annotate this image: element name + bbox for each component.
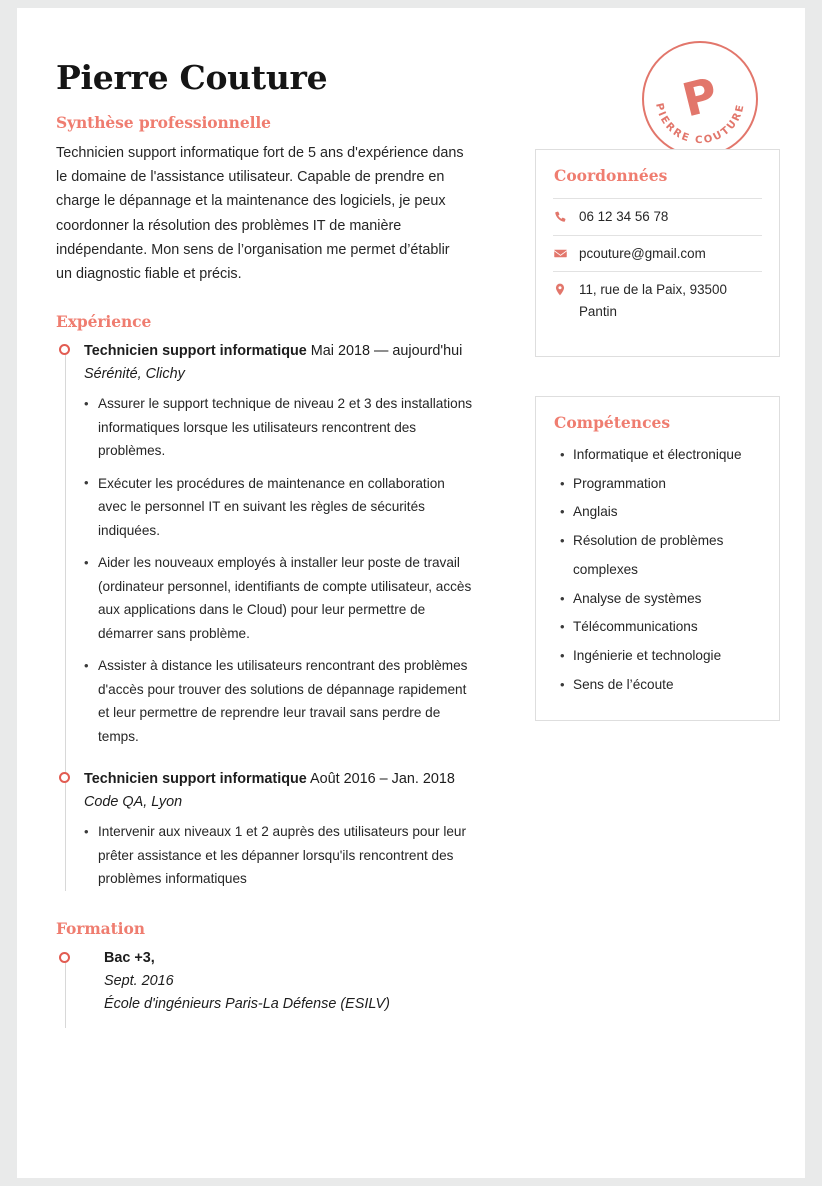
list-item: • Analyse de systèmes [560, 585, 763, 614]
experience-organization: Sérénité, Clichy [84, 366, 185, 383]
skills-card [535, 396, 780, 721]
summary-text: Technicien support informatique fort de 5 ans d'expérience dans le domaine de l'assistance utilisateur. Capable de prendre en charge le dépannage et la maintenance des logiciels, je peux coordonner la résolution des problèmes IT de manière indépendante. Mon sens de l’organisation me permet d’établir un diagnostic fiable et précis. [56, 145, 464, 283]
experience-organization: Code QA, Lyon [84, 794, 183, 811]
resume-sheet [17, 8, 805, 1178]
education-date: Sept. 2016 [104, 972, 174, 989]
list-item: • Résolution de problèmes complexes [560, 527, 763, 584]
card-heading-skills: Compétences [554, 413, 671, 432]
page-title: Pierre Couture [56, 58, 328, 98]
section-summary [56, 113, 476, 286]
experience-bullets [84, 820, 476, 891]
section-heading-summary: Synthèse professionnelle [56, 113, 271, 132]
phone-icon [553, 206, 579, 227]
logo-arc-label: PIERRE COUTURE [653, 102, 747, 147]
logo-arc-text [642, 41, 758, 157]
envelope-icon [553, 243, 579, 264]
timeline-marker-icon [59, 772, 70, 783]
contact-phone-value: 06 12 34 56 78 [579, 209, 669, 224]
education-school: École d'ingénieurs Paris-La Défense (ESILV) [104, 995, 390, 1012]
list-item: • Anglais [560, 498, 763, 527]
contact-item-email[interactable] [553, 235, 762, 272]
experience-job-title: Technicien support informatique [84, 343, 307, 360]
contact-card [535, 149, 780, 357]
list-item: • Assister à distance les utilisateurs rencontrant des problèmes d'accès pour trouver des solutions de dépannage rapidement et leur permettre de reprendre leur travail sans perdre de temps. [84, 654, 476, 748]
list-item: • Ingénierie et technologie [560, 642, 763, 671]
education-degree: Bac +3, [104, 949, 155, 966]
list-item: • Sens de l’écoute [560, 671, 763, 700]
contact-item-address[interactable] [553, 271, 762, 329]
contact-item-phone[interactable] [553, 198, 762, 235]
section-education [56, 919, 476, 1016]
experience-dates: Mai 2018 — aujourd'hui [306, 343, 463, 360]
main-column [56, 113, 476, 1016]
list-item: • Télécommunications [560, 613, 763, 642]
list-item: • Exécuter les procédures de maintenance en collaboration avec le personnel IT en suivant les règles de sécurités indiquées. [84, 472, 476, 543]
logo-badge [642, 41, 758, 157]
section-experience [56, 312, 476, 891]
experience-job-title: Technicien support informatique [84, 771, 307, 788]
experience-title-line [84, 340, 476, 363]
contact-list [553, 198, 762, 329]
list-item: • Intervenir aux niveaux 1 et 2 auprès des utilisateurs pour leur prêter assistance et les dépanner lorsqu'ils rencontrent des problèmes informatiques [84, 820, 476, 891]
card-heading-contact: Coordonnées [554, 166, 668, 185]
list-item: • Programmation [560, 470, 763, 499]
section-heading-experience: Expérience [56, 312, 152, 332]
experience-entry [56, 340, 476, 768]
section-heading-education: Formation [56, 918, 145, 938]
experience-dates: Août 2016 – Jan. 2018 [306, 771, 455, 788]
contact-email-value: pcouture@gmail.com [579, 245, 706, 261]
experience-bullets [84, 392, 476, 748]
experience-title-line [84, 768, 476, 791]
svg-text:PIERRE COUTURE [653, 102, 747, 146]
education-entry [56, 947, 476, 1016]
list-item: • Informatique et électronique [560, 441, 763, 470]
list-item: • Aider les nouveaux employés à installer leur poste de travail (ordinateur personnel, identifiants de compte utilisateur, accès aux applications dans le Cloud) pour leur permettre de démarrer sans problème. [84, 551, 476, 645]
skills-list [536, 441, 779, 699]
logo-monogram: P [677, 66, 723, 128]
experience-entry [56, 768, 476, 891]
list-item: • Assurer le support technique de niveau 2 et 3 des installations informatiques lorsque les utilisateurs rencontrent des problèmes. [84, 392, 476, 463]
timeline-marker-icon [59, 952, 70, 963]
timeline-marker-icon [59, 344, 70, 355]
spacer [84, 748, 476, 768]
contact-address-value: 11, rue de la Paix, 93500 Pantin [579, 282, 727, 319]
location-pin-icon [553, 279, 579, 300]
